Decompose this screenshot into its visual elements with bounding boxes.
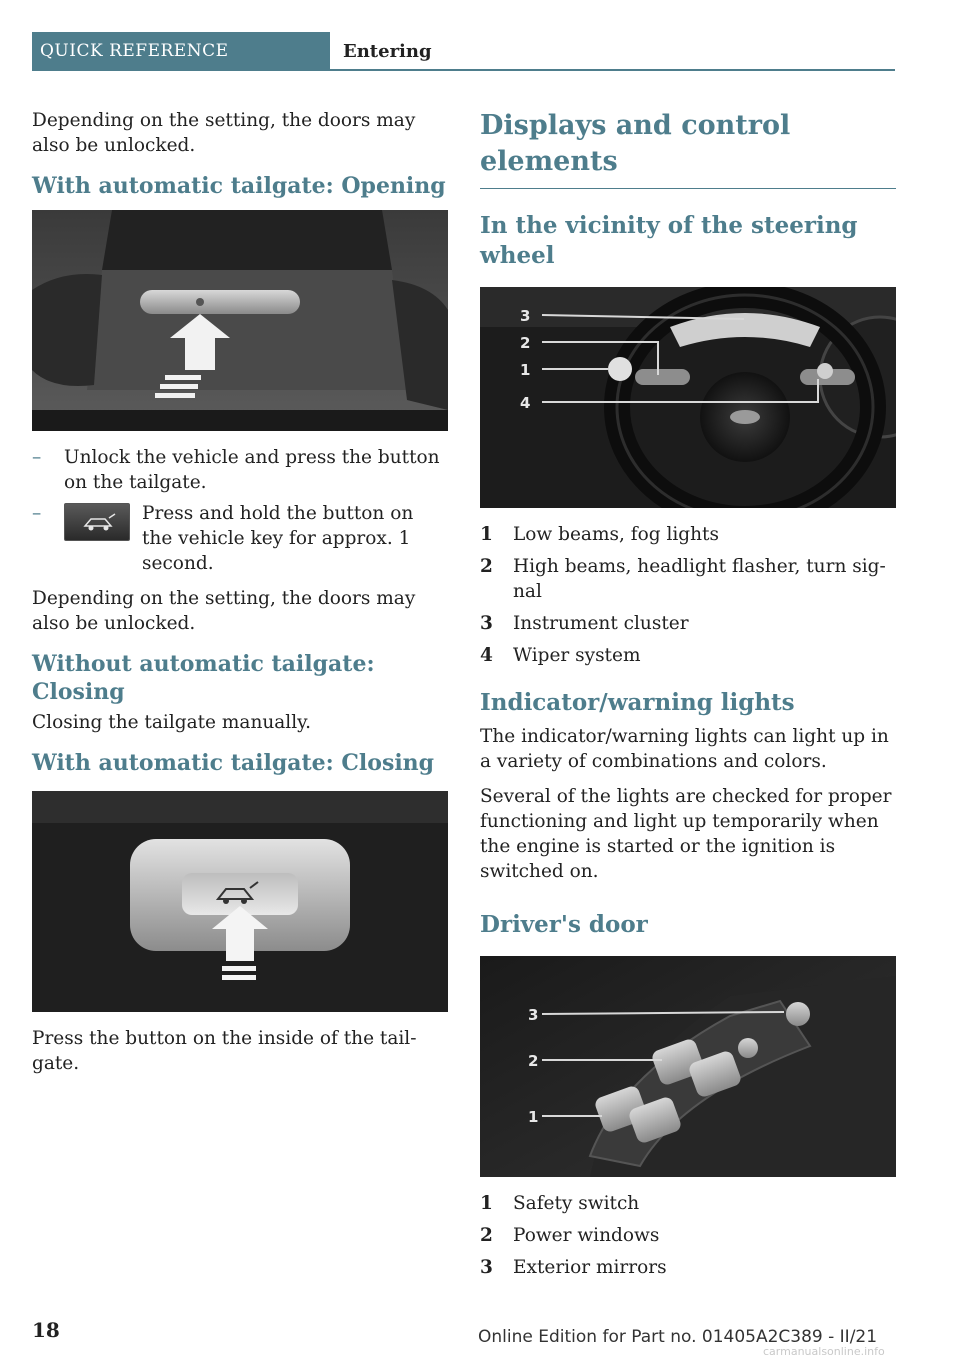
chapter-title: Entering [343, 41, 432, 62]
steering-callout-2: 2 [520, 334, 531, 352]
list-item [480, 522, 896, 547]
door-legend [480, 1191, 896, 1280]
right-column [480, 108, 896, 1294]
door-callout-2: 2 [528, 1052, 539, 1070]
item-text: Wiper system [513, 645, 641, 666]
drivers-door-image [480, 956, 896, 1177]
item-number: 1 [480, 524, 493, 545]
list-item [480, 554, 896, 604]
bullet-key [32, 501, 448, 576]
watermark: carmanualsonline.info [763, 1345, 885, 1358]
steering-legend [480, 522, 896, 668]
item-number: 2 [480, 556, 493, 577]
door-callout-1: 1 [528, 1108, 539, 1126]
section-tab: QUICK REFERENCE [32, 32, 330, 70]
list-item [480, 1223, 896, 1248]
bullet-dash: – [32, 447, 42, 468]
heading-closing-auto: With automatic tailgate: Closing [32, 750, 435, 776]
list-item [480, 643, 896, 668]
item-text: Power windows [513, 1225, 660, 1246]
closing-auto-text: Press the button on the inside of the tail‐gate. [32, 1028, 417, 1074]
indicator-paragraph-1: The indicator/warning lights can light up in a variety of combinations and colors. [480, 726, 889, 772]
intro-paragraph: Depending on the setting, the doors may also be unlocked. [32, 110, 416, 156]
item-text: High beams, headlight flasher, turn sig‐nal [513, 556, 886, 602]
item-text: Instrument cluster [513, 613, 689, 634]
indicator-paragraph-2: Several of the lights are checked for proper functioning and light up temporarily when the engine is started or the ignition is switched on. [480, 786, 892, 882]
bullet-text: Press and hold the button on the vehicle key for approx. 1 second. [142, 503, 414, 574]
heading-opening: With automatic tailgate: Opening [32, 173, 446, 199]
item-number: 2 [480, 1225, 493, 1246]
page-number: 18 [32, 1318, 60, 1342]
item-text: Exterior mirrors [513, 1257, 667, 1278]
item-number: 4 [480, 645, 493, 666]
item-number: 1 [480, 1193, 493, 1214]
steering-callout-3: 3 [520, 307, 531, 325]
door-callout-3: 3 [528, 1006, 539, 1024]
tailgate-inside-button-image [32, 791, 448, 1012]
heading-steering: In the vicinity of the steering wheel [480, 212, 858, 269]
item-text: Safety switch [513, 1193, 640, 1214]
left-column [32, 108, 448, 1090]
car-key-tailgate-icon [64, 503, 130, 541]
heading-drivers-door: Driver's door [480, 911, 648, 938]
steering-callout-1: 1 [520, 361, 531, 379]
tailgate-exterior-image [32, 210, 448, 431]
closing-manual-text: Closing the tailgate manually. [32, 712, 312, 733]
list-item [480, 611, 896, 636]
heading-indicator: Indicator/warning lights [480, 689, 795, 716]
list-item [480, 1255, 896, 1280]
after-paragraph: Depending on the setting, the doors may also be unlocked. [32, 588, 416, 634]
bullet-text: Unlock the vehicle and press the button on the tailgate. [64, 447, 440, 493]
item-number: 3 [480, 613, 493, 634]
item-number: 3 [480, 1257, 493, 1278]
steering-callout-4: 4 [520, 394, 531, 412]
page-header [32, 32, 895, 71]
heading-closing-manual: Without automatic tailgate: Closing [32, 651, 375, 705]
list-item [480, 1191, 896, 1216]
heading-displays: Displays and control elements [480, 108, 896, 189]
bullet-unlock [32, 445, 448, 495]
bullet-dash: – [32, 503, 42, 524]
footer-edition: Online Edition for Part no. 01405A2C389 - II/21 [478, 1327, 878, 1347]
steering-wheel-image [480, 287, 896, 508]
item-text: Low beams, fog lights [513, 524, 719, 545]
